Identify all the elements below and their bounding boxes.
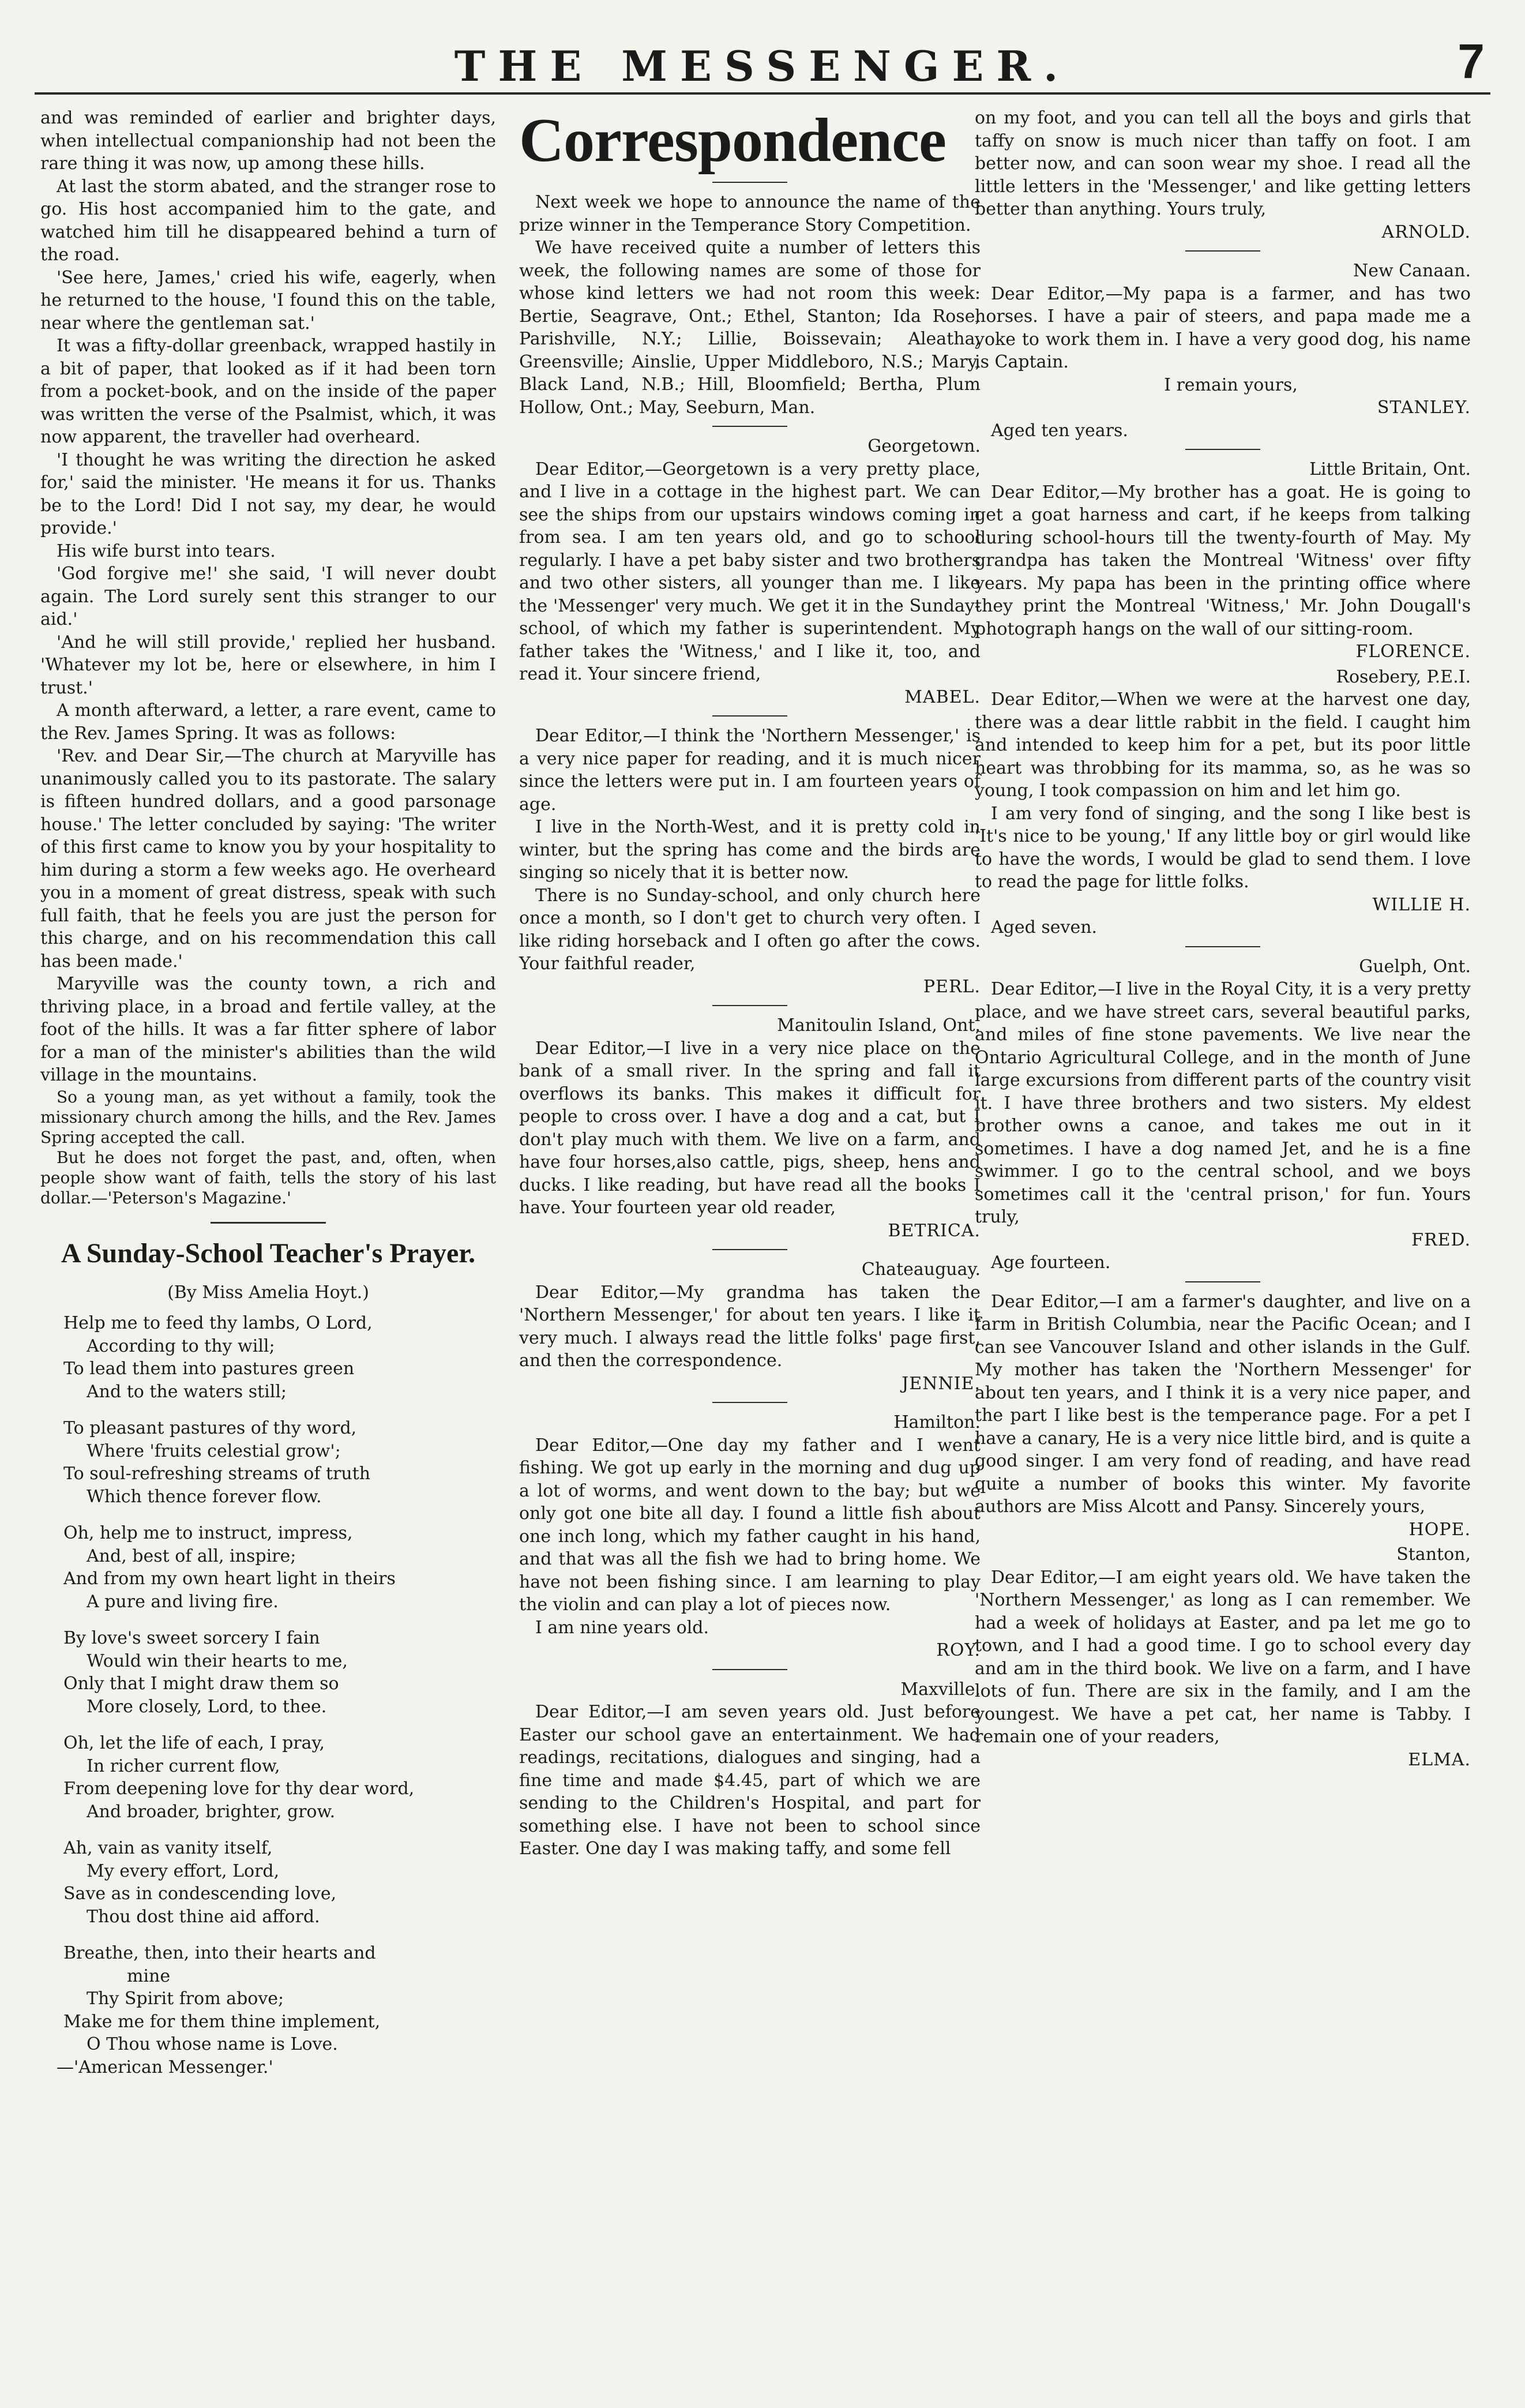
letter-age: Age fourteen. [991, 1252, 1111, 1273]
poem-stanza [63, 1627, 496, 1718]
divider [712, 1005, 787, 1006]
letter-place: Little Britain, Ont. [1309, 459, 1471, 479]
poem-line: Which thence forever flow. [87, 1486, 322, 1507]
letter [519, 1411, 981, 1662]
letter-body: Dear Editor,—I am seven years old. Just before Easter our school gave an entertainment. We had readings, recitations, dialogues and singing, had a fine time and made $4.45, part of which we are sending to the Children's Hospital, and part for something else. I have not been to school since Easter. One day I was making taffy, and some fell [519, 1702, 981, 1859]
letter [975, 1291, 1471, 1541]
poem-line: And broader, brighter, grow. [87, 1801, 336, 1822]
poem-line: Ah, vain as vanity itself, [63, 1838, 273, 1858]
poem-line: Breathe, then, into their hearts and [63, 1943, 376, 1963]
story-paragraph: 'And he will still provide,' replied her husband. 'Whatever my lot be, here or elsewhere, in him I trust.' [40, 632, 496, 698]
story-paragraph: At last the storm abated, and the stranger rose to go. His host accompanied him to the gate, and watched him till he disappeared behind a turn of the road. [40, 176, 496, 265]
letter-closing: I remain yours, [1164, 374, 1298, 395]
letter-body: Dear Editor,—Georgetown is a very pretty place, and I live in a cottage in the highest part. We can see the ships from our upstairs windows coming in from sea. I am ten years old, and go to school regularly. I have a pet baby sister and two brothers and two other sisters, all younger than me. I like the 'Messenger' very much. We get it in the Sunday-school, of which my father is superintendent. My father takes the 'Witness,' and I like it, too, and read it. Your sincere friend, [519, 459, 981, 684]
divider [1185, 250, 1260, 252]
letter [519, 435, 981, 708]
poem-stanza [63, 1522, 496, 1613]
letter-signature: JENNIE. [902, 1373, 981, 1394]
letter [519, 1678, 981, 1861]
poem-line: To pleasant pastures of thy word, [63, 1418, 357, 1438]
story-paragraph: 'See here, James,' cried his wife, eagerly, when he returned to the house, 'I found this on the table, near where the gentleman sat.' [40, 267, 496, 333]
poem-line: And to the waters still; [87, 1381, 287, 1402]
poem-line: And from my own heart light in theirs [63, 1569, 396, 1589]
story-continued [40, 107, 496, 1208]
letter-body: Dear Editor,—My grandma has taken the 'Northern Messenger,' for about ten years. I like it very much. I always read the little folks' page first, and then the correspondence. [519, 1282, 981, 1371]
poem-line: Oh, help me to instruct, impress, [63, 1523, 353, 1543]
letter-body: on my foot, and you can tell all the boys and girls that taffy on snow is much nicer than taffy on foot. I am better now, and can soon wear my shoe. I read all the little letters in the 'Messenger,' and like getting letters better than anything. Yours truly, [975, 108, 1471, 219]
letter [975, 955, 1471, 1274]
letter-body: I live in the North-West, and it is pretty cold in winter, but the spring has come and the birds are singing so nicely that it is better now. [519, 817, 981, 883]
poem-stanza [63, 1417, 496, 1508]
letter-body: I am nine years old. [535, 1617, 709, 1638]
letter [975, 107, 1471, 243]
poem-line: To lead them into pastures green [63, 1359, 355, 1379]
poem-line: And, best of all, inspire; [87, 1546, 296, 1566]
poem-stanza [63, 1732, 496, 1823]
poem-stanza [63, 1312, 496, 1403]
letter-signature: PERL. [923, 976, 981, 997]
divider [712, 1402, 787, 1403]
poem [40, 1237, 496, 2079]
divider [1185, 449, 1260, 450]
letter-body: Dear Editor,—I think the 'Northern Messenger,' is a very nice paper for reading, and it is much nicer since the letters were put in. I am fourteen years of age. [519, 726, 981, 815]
letter-signature: HOPE. [1408, 1519, 1471, 1540]
poem-line: Only that I might draw them so [63, 1674, 339, 1694]
letter-place: Georgetown. [867, 436, 981, 456]
letter-body: There is no Sunday-school, and only church here once a month, so I don't get to church very often. I like riding horseback and I often go after the cows. Your faithful reader, [519, 885, 981, 974]
story-paragraph: So a young man, as yet without a family, took the missionary church among the hills, and the Rev. James Spring accepted the call. [40, 1087, 496, 1147]
intro-paragraph: Next week we hope to announce the name of the prize winner in the Temperance Story Competition. [519, 192, 981, 235]
story-paragraph: and was reminded of earlier and brighter days, when intellectual companionship had not been the rare thing it was now, up among these hills. [40, 108, 496, 174]
divider [712, 715, 787, 717]
letter-body: Dear Editor,—I am a farmer's daughter, and live on a farm in British Columbia, near the Pacific Ocean; and I can see Vancouver Island and other islands in the Gulf. My mother has taken the 'Northern Messenger' for about ten years, and I think it is a very nice paper, and the part I like best is the temperance page. For a pet I have a canary, He is a very nice little bird, and is quite a good singer. I am very fond of reading, and have read quite a number of books this winter. My favorite authors are Miss Alcott and Pansy. Sincerely yours, [975, 1291, 1471, 1517]
divider [1185, 946, 1260, 947]
divider [712, 1669, 787, 1670]
letter-place: Chateauguay. [861, 1259, 981, 1280]
letter-signature: STANLEY. [1377, 397, 1471, 418]
poem-line: Save as in condescending love, [63, 1884, 337, 1904]
section-heading: Correspondence [519, 106, 946, 175]
poem-line: From deepening love for thy dear word, [63, 1779, 415, 1799]
letter-signature: BETRICA. [888, 1220, 981, 1241]
letter-body: Dear Editor,—My brother has a goat. He is going to get a goat harness and cart, if he keeps from talking during school-hours till the twenty-fourth of May. My grandpa has taken the Montreal 'Witness' over fifty years. My papa has been in the printing office where they print the Montreal 'Witness,' Mr. John Dougall's photograph hangs on the wall of our sitting-room. [975, 482, 1471, 639]
poem-line: Thy Spirit from above; [87, 1989, 284, 2009]
divider [712, 426, 787, 427]
poem-line: In richer current flow, [87, 1756, 280, 1776]
poem-line: To soul-refreshing streams of truth [63, 1464, 371, 1484]
letter-age: Aged seven. [991, 917, 1098, 937]
poem-line: Help me to feed thy lambs, O Lord, [63, 1313, 373, 1333]
masthead-title: THE MESSENGER. [454, 42, 1071, 91]
page-number: 7 [1458, 34, 1485, 88]
letter-body: Dear Editor,—One day my father and I went fishing. We got up early in the morning and dug up a lot of worms, and went down to the bay; but we only got one bite all day. I found a little fish about one inch long, which my father caught in his hand, and that was all the fish we had to bring home. We have not been fishing since. I am learning to play the violin and can play a lot of pieces now. [519, 1435, 981, 1615]
letter [975, 458, 1471, 663]
story-paragraph: 'God forgive me!' she said, 'I will never doubt again. The Lord surely sent this stranger to our aid.' [40, 564, 496, 629]
letter-place: Rosebery, P.E.I. [1336, 666, 1471, 687]
letter-body: I am very fond of singing, and the song I like best is 'It's nice to be young,' If any little boy or girl would like to have the words, I would be glad to send them. I love to read the page for little folks. [975, 803, 1471, 892]
column-left [40, 107, 496, 2079]
letter [975, 1543, 1471, 1771]
poem-line: Would win their hearts to me, [87, 1651, 348, 1671]
poem-line: mine [127, 1966, 171, 1986]
masthead [35, 29, 1490, 95]
letter-place: Hamilton. [893, 1412, 981, 1432]
column-middle [519, 107, 981, 1861]
story-paragraph: 'Rev. and Dear Sir,—The church at Maryville has unanimously called you to its pastorate. The salary is fifteen hundred dollars, and a good parsonage house.' The letter concluded by saying: 'The writer of this first came to know you by your hospitality to him during a storm a few weeks ago. He overheard you in a moment of great distress, speak with such full faith, that he feels you are just the person for this charge, and on his recommendation this call has been made.' [40, 746, 496, 972]
letter-place: Guelph, Ont. [1359, 956, 1471, 977]
poem-line: Oh, let the life of each, I pray, [63, 1733, 325, 1753]
letter-place: Stanton, [1396, 1544, 1471, 1565]
divider [712, 1249, 787, 1250]
ornament-divider [211, 1222, 326, 1224]
story-paragraph: A month afterward, a letter, a rare event, came to the Rev. James Spring. It was as follows: [40, 700, 496, 744]
poem-line: More closely, Lord, to thee. [87, 1696, 327, 1717]
letter [519, 725, 981, 998]
letter [519, 1258, 981, 1395]
divider [712, 182, 787, 183]
poem-title: A Sunday-School Teacher's Prayer. [61, 1237, 476, 1269]
letter-signature: FLORENCE. [1355, 642, 1471, 662]
poem-byline: (By Miss Amelia Hoyt.) [167, 1282, 369, 1303]
story-paragraph: But he does not forget the past, and, often, when people show want of faith, tells the story of his last dollar.—'Peterson's Magazine.' [40, 1147, 496, 1207]
poem-line: Make me for them thine implement, [63, 2011, 381, 2032]
letter [975, 260, 1471, 442]
letter-place: New Canaan. [1353, 261, 1471, 281]
poem-line: Where 'fruits celestial grow'; [87, 1441, 341, 1461]
poem-line: O Thou whose name is Love. [87, 2034, 338, 2054]
letter-age: Aged ten years. [991, 420, 1128, 441]
letter-signature: ARNOLD. [1381, 222, 1471, 242]
letter-body: Dear Editor,—My papa is a farmer, and has two horses. I have a pair of steers, and papa made me a yoke to work them in. I have a very good dog, his name is Captain. [975, 283, 1471, 372]
story-paragraph: Maryville was the county town, a rich and thriving place, in a broad and fertile valley, at the foot of the hills. It was a far fitter sphere of labor for a man of the minister's abilities than the wild village in the mountains. [40, 974, 496, 1085]
poem-line: A pure and living fire. [87, 1591, 279, 1612]
letter-signature: ELMA. [1408, 1749, 1471, 1770]
letter-signature: ROY. [936, 1640, 981, 1660]
poem-line: By love's sweet sorcery I fain [63, 1628, 320, 1648]
letter-signature: MABEL. [904, 687, 981, 707]
letter [519, 1014, 981, 1242]
letter-body: Dear Editor,—When we were at the harvest one day, there was a dear little rabbit in the field. I caught him and intended to keep him for a pet, but its poor little heart was throbbing for its mamma, so, as he was so young, I took compassion on him and let him go. [975, 689, 1471, 801]
divider [1185, 1281, 1260, 1282]
story-paragraph: It was a fifty-dollar greenback, wrapped hastily in a bit of paper, that looked as if it had been torn from a pocket-book, and on the inside of the paper was written the verse of the Psalmist, which, it was now apparent, the traveller had overheard. [40, 336, 496, 447]
story-paragraph: His wife burst into tears. [57, 541, 276, 561]
letter-signature: WILLIE H. [1372, 894, 1471, 915]
intro-paragraph: We have received quite a number of letters this week, the following names are some of those for whose kind letters we had not room this week: Bertie, Seagrave, Ont.; Ethel, Stanton; Ida Rose, Parishville, N.Y.; Lillie, Boissevain; Aleatha, Greensville; Ainslie, Upper Middleboro, N.S.; Mary, Black Land, N.B.; Hill, Bloomfield; Bertha, Plum Hollow, Ont.; May, Seeburn, Man. [519, 238, 981, 418]
letter-body: Dear Editor,—I live in the Royal City, it is a very pretty place, and we have street cars, several beautiful parks, and miles of fine stone pavements. We live near the Ontario Agricultural College, and in the month of June large excursions from different parts of the country visit it. I have three brothers and two sisters. My eldest brother owns a canoe, and takes me out in it sometimes. I have a dog named Jet, and he is a fine swimmer. I go to the central school, and we boys sometimes call it the 'central prison,' for fun. Yours truly, [975, 979, 1471, 1227]
poem-line: According to thy will; [87, 1336, 275, 1356]
letter-body: Dear Editor,—I am eight years old. We have taken the 'Northern Messenger,' as long as I can remember. We had a week of holidays at Easter, and pa let me go to town, and I had a good time. I go to school every day and am in the third book. We live on a farm, and I have lots of fun. There are six in the family, and I am the youngest. We have a pet cat, her name is Tabby. I remain one of your readers, [975, 1567, 1471, 1747]
poem-source: —'American Messenger.' [57, 2057, 273, 2077]
story-paragraph: 'I thought he was writing the direction he asked for,' said the minister. 'He means it for us. Thanks be to the Lord! Did I not say, my dear, he would provide.' [40, 449, 496, 538]
poem-line: Thou dost thine aid afford. [87, 1906, 320, 1927]
poem-stanza [63, 1837, 496, 1928]
poem-line: My every effort, Lord, [87, 1861, 280, 1881]
column-right [975, 107, 1471, 1771]
poem-body [63, 1312, 496, 2056]
letter-signature: FRED. [1411, 1229, 1471, 1250]
letter [975, 666, 1471, 939]
letter-place: Manitoulin Island, Ont. [777, 1015, 981, 1036]
letter-place: Maxville. [900, 1679, 981, 1700]
letter-body: Dear Editor,—I live in a very nice place on the bank of a small river. In the spring and fall it overflows its banks. This makes it difficult for people to cross over. I have a dog and a cat, but I don't play much with them. We live on a farm, and have four horses,also cattle, pigs, sheep, hens and ducks. I like reading, but have read all the books I have. Your fourteen year old reader, [519, 1038, 981, 1218]
poem-stanza [63, 1942, 496, 2056]
